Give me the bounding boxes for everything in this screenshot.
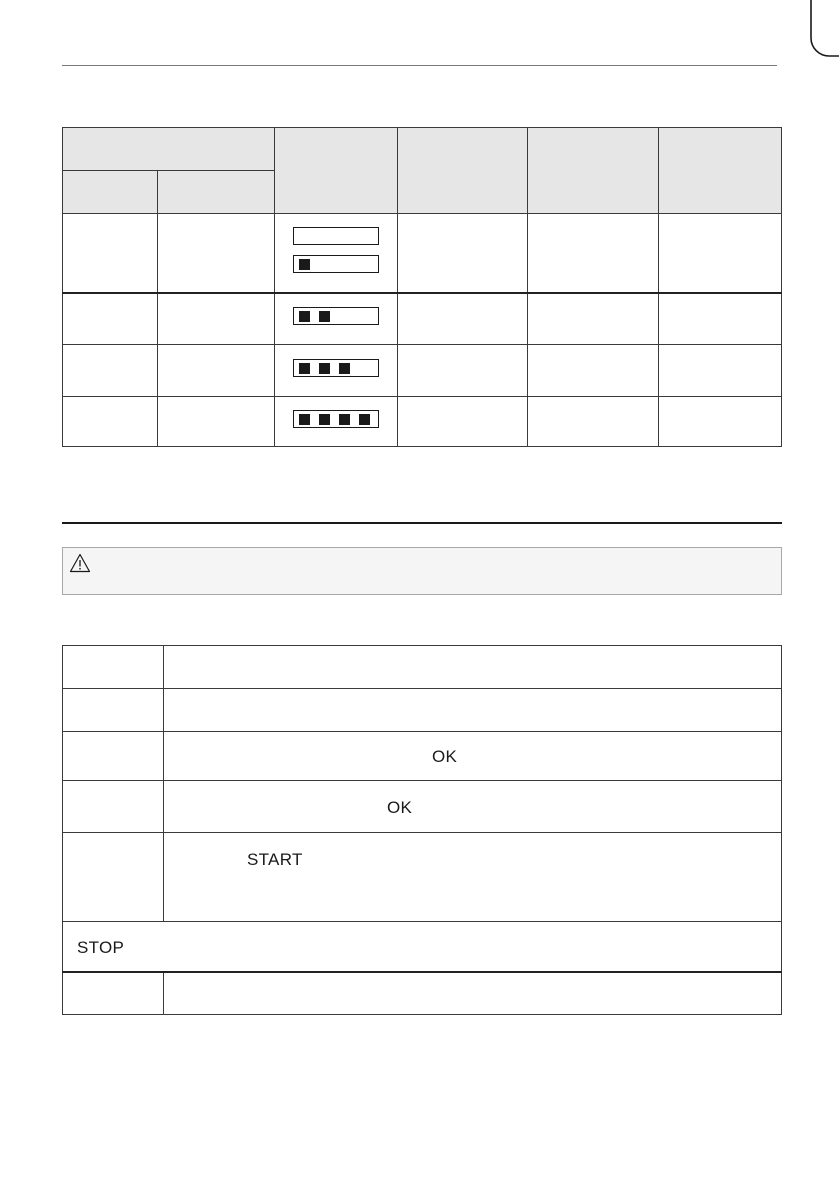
section-rule xyxy=(62,522,782,524)
column-divider-5 xyxy=(658,127,659,447)
level-indicator xyxy=(293,307,379,325)
header-rule xyxy=(62,65,777,66)
level-square xyxy=(299,259,310,270)
row-divider xyxy=(62,832,782,833)
row-divider xyxy=(62,292,782,294)
level-square xyxy=(359,414,370,425)
column-divider-2 xyxy=(274,127,275,447)
level-square xyxy=(339,363,350,374)
header-subdivider xyxy=(62,170,274,171)
level-indicator xyxy=(293,359,379,377)
level-table xyxy=(62,127,782,447)
row-divider xyxy=(62,921,782,922)
column-divider-1 xyxy=(157,170,158,447)
page-corner-mark xyxy=(791,0,839,60)
level-indicator xyxy=(293,410,379,428)
row-divider xyxy=(62,971,782,973)
warning-box xyxy=(62,547,782,595)
level-square xyxy=(339,414,350,425)
column-divider-3 xyxy=(397,127,398,447)
step-column-divider xyxy=(163,972,164,1015)
row-divider xyxy=(62,731,782,732)
ok-button-label: OK xyxy=(432,747,458,766)
row-divider xyxy=(62,396,782,397)
row-divider xyxy=(62,344,782,345)
level-square xyxy=(299,311,310,322)
level-indicator xyxy=(293,255,379,273)
level-square xyxy=(299,414,310,425)
level-indicator xyxy=(293,227,379,245)
level-square xyxy=(319,414,330,425)
step-column-divider xyxy=(163,645,164,921)
level-square xyxy=(319,311,330,322)
row-divider xyxy=(62,688,782,689)
row-divider xyxy=(62,213,782,214)
level-square xyxy=(299,363,310,374)
column-divider-4 xyxy=(527,127,528,447)
stop-button-label: STOP xyxy=(77,938,125,957)
ok-button-label: OK xyxy=(387,798,413,817)
procedure-table xyxy=(62,645,782,1015)
row-divider xyxy=(62,780,782,781)
level-square xyxy=(319,363,330,374)
start-button-label: START xyxy=(247,850,303,869)
warning-triangle-icon xyxy=(69,553,91,573)
